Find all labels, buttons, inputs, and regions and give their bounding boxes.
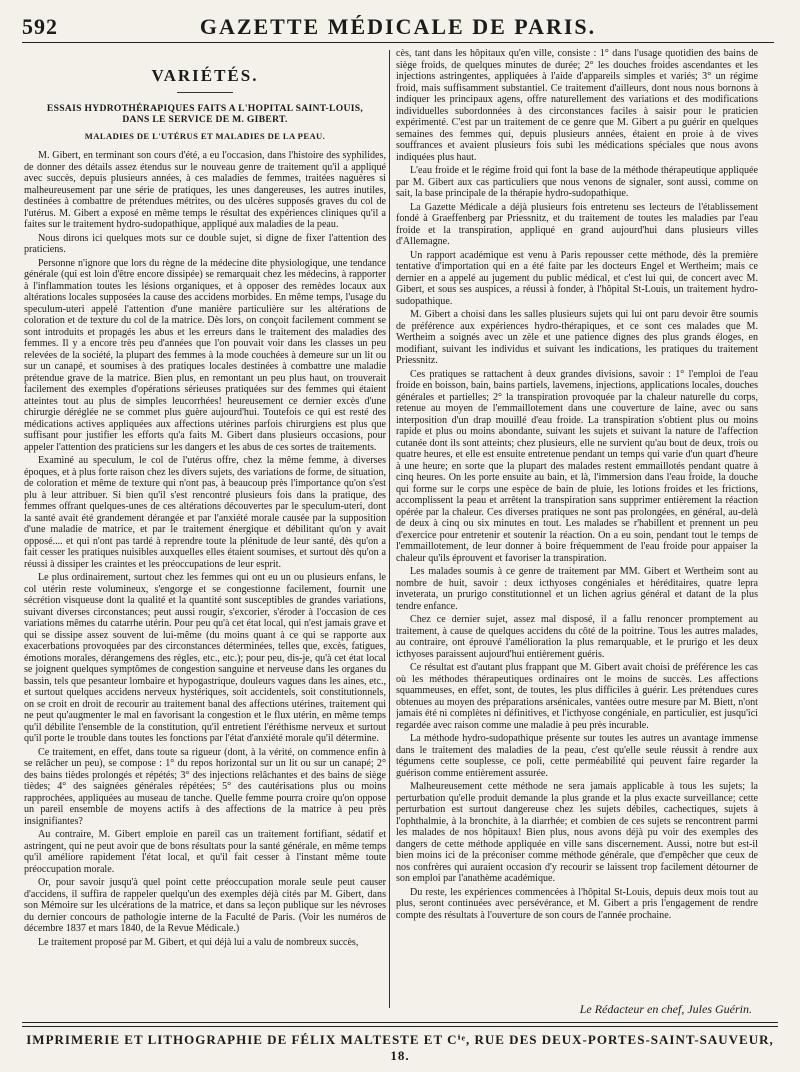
paragraph: Ces pratiques se rattachent à deux grandes divisions, savoir : 1° l'emploi de l'eau froide en boisson, bain, bains partiels, lavemens, injections, applications locales, douches générales et partielles; 2° la transpiration provoquée par la chaleur naturelle du corps, retenue au moyen de l'emmaillotement dans une couverture de laine, avec ou sans interposition d'un drap mouillé d'eau froide. La transpiration s'obtient plus ou moins rapide et plus ou moins abondante, suivant les sujets et suivant la nature de l'affection cutanée dont ils sont atteints; chez plusieurs, elle ne survient qu'au bout de deux, trois ou quatre heures, et elle est ensuite entretenue pendant un temps qui varie d'un quart d'heure à une heure; en sorte que la plupart des malades restent emmaillotés pendant quatre à cinq heures. On les porte ensuite au bain, et là, l'immersion dans l'eau froide, la douche qui forme sur le corps une espèce de bain de pluie, les lotions froides et les frictions, accomplissent la peau et arrêtent la transpiration sans supprimer entièrement la réaction opérée par la chaleur. Ces diverses pratiques ne sont pas prolongées, en général, au-delà de deux à cinq ou six minutes en tout. Les malades se r'habillent et prennent un peu d'exercice pour entretenir et soutenir la réaction. On a eu soin, pendant tout le temps de l'emmaillotement, de leur donner à boire fréquemment de l'eau froide pour appaiser la chaleur qu'ils éprouvent et favoriser la transpiration.: [396, 368, 758, 564]
editor-signature: Le Rédacteur en chef, Jules Guérin.: [579, 1002, 752, 1016]
paragraph: Du reste, les expériences commencées à l'hôpital St-Louis, depuis deux mois tout au plus, seront continuées avec persévérance, et M. Gibert a pris l'engagement de rendre compte des résultats à l'ouverture de son cours de l'année prochaine.: [396, 886, 758, 921]
printer-imprint: IMPRIMERIE ET LITHOGRAPHIE DE FÉLIX MALTESTE ET Cⁱᵉ, RUE DES DEUX-PORTES-SAINT-SAUVEUR, 18.: [26, 1032, 774, 1063]
paragraph: Ce résultat est d'autant plus frappant que M. Gibert avait choisi de préférence les cas où les méthodes thérapeutiques ordinaires ont le moins de succès. Les affections squammeuses, en effet, sont, de toutes, les plus difficiles à guérir. Les prétendues cures obtenues au moyen des préparations arsénicales, vantées outre mesure par M. Biett, n'ont jamais été ni complètes ni définitives, et l'icthyose congéniale, en particulier, est jusqu'ici regardée avec raison comme une maladie à peu près incurable.: [396, 662, 758, 731]
journal-title: GAZETTE MÉDICALE DE PARIS.: [199, 14, 597, 39]
paragraph: Le traitement proposé par M. Gibert, et qui déjà lui a valu de nombreux succès,: [38, 936, 359, 948]
paragraph: Un rapport académique est venu à Paris repousser cette méthode, dès la première tentative d'importation qui en a été faite par les docteurs Engel et Wertheim; mais ce dernier en a appelé au jugement du public médical, et c'est lui qui, de concert avec M. Gibert, et sous ses auspices, a réussi à fonder, à l'hôpital St-Louis, un traitement hydro-sudopathique.: [396, 249, 758, 307]
paragraph: Nous dirons ici quelques mots sur ce double sujet, si digne de fixer l'attention des praticiens.: [24, 232, 386, 255]
paragraph: Personne n'ignore que lors du règne de la médecine dite physiologique, une tendance générale (qui est loin d'être encore dissipée) se remarquait chez les médecins, à rapporter à l'inflammation toutes les lésions organiques, et à opposer des remèdes locaux aux altérations locales supposées la cause des accidens morbides. En même temps, l'usage du speculum-uteri appelé l'attention d'une manière particulière sur les altérations de coloration et de texture du col de la matrice. Dès lors, on conçoit facilement comment se sont introduits et propagés les abus et les erreurs dans le traitement des maladies des femmes. Il y a encore très peu d'années que l'on pouvait voir dans les classes un peu relevées de la société, la plupart des femmes à la mode couchées à demeure sur un lit ou sur un canapé, et soumises à des pratiques locales destinées à combattre une maladie prétendue grave de la matrice. Bien plus, en remontant un peu plus haut, on trouverait facilement des exemples d'opérations sérieuses pratiquées sur des femmes qui étaient atteintes tout au plus de simples leucorrhées! heureusement ce dernier excès d'une chirurgie déréglée ne se commet plus guère aujourd'hui. Toutefois ce qui est resté des médications actives appliquées aux affections utérines parfois chirurgiens est plus que suffisant pour justifier les efforts qu'a faits M. Gibert dans plusieurs occasions, pour appeler l'attention des praticiens sur les dangers et les abus de ces sortes de traitements.: [24, 257, 386, 453]
paragraph: cès, tant dans les hôpitaux qu'en ville, consiste : 1° dans l'usage quotidien des bains de siège froids, de quelques minutes de durée; 2° les douches froides ascendantes et les injections astringentes, appliquées à l'aide d'appareils simples et variés; 3° un régime froid, mais suffisamment substantiel. Ce traitement d'ailleurs, dont nous nous bornons à indiquer les principaux agens, offre naturellement des variations et des modifications individuelles subordonnées à des circonstances faciles à saisir pour le praticien expérimenté. C'est par un traitement de ce genre que M. Gibert a pu guérir en quelques semaines des femmes qui, depuis plusieurs années, étaient en proie à de vives souffrances et avaient plusieurs fois subi les médications spéciales que nous avons indiquées plus haut.: [396, 48, 758, 163]
paragraph: Chez ce dernier sujet, assez mal disposé, il a fallu renoncer promptement au traitement, à cause de quelques accidens du côté de la poitrine. Tous les autres malades, au contraire, ont éprouvé l'amélioration la plus remarquable, et le prurigo et les deux icthyoses paraissent aujourd'hui entièrement guéris.: [396, 614, 758, 660]
page-number: 592: [22, 14, 58, 39]
section-title: VARIÉTÉS.: [151, 66, 259, 85]
title-divider: [177, 92, 233, 93]
column-divider: [389, 50, 390, 1008]
paragraph: Or, pour savoir jusqu'à quel point cette préoccupation morale seule peut causer d'accidens, il suffira de rappeler quelqu'un des exemples déjà cités par M. Gibert, dans son Mémoire sur les ulcérations de la matrice, et dans sa leçon publique sur les névroses du dernier concours de pathologie interne de la Faculté de Paris. (Voir les numéros de décembre 1837 et mars 1840, de la Revue Médicale.): [24, 877, 386, 934]
paragraph: La Gazette Médicale a déjà plusieurs fois entretenu ses lecteurs de l'établissement fondé à Graeffenberg par Priessnitz, et du traitement de toutes les maladies par l'eau froide et la transpiration, appliqué en grand aujourd'hui dans plusieurs villes d'Allemagne.: [396, 201, 758, 247]
essay-title: ESSAIS HYDROTHÉRAPIQUES FAITS A L'HOPITAL SAINT-LOUIS, DANS LE SERVICE DE M. GIBERT.: [46, 102, 364, 125]
paragraph: Au contraire, M. Gibert emploie en pareil cas un traitement fortifiant, sédatif et astringent, qui ne peut avoir que de bons résultats pour la santé générale, en même temps qu'il améliore rapidement l'état local, et qu'il fait cesser à l'instant même toute préoccupation morale.: [24, 829, 386, 875]
paragraph: Les malades soumis à ce genre de traitement par MM. Gibert et Wertheim sont au nombre de huit, savoir : deux icthyoses congéniales et héréditaires, quatre lepra inveterata, un prurigo constitutionnel et un lichen agrius général et datant de la plus tendre enfance.: [396, 566, 758, 612]
paragraph: Le plus ordinairement, surtout chez les femmes qui ont eu un ou plusieurs enfans, le col utérin reste volumineux, s'engorge et se congestionne facilement, fournit une sécrétion visqueuse dont la qualité et la quantité sont susceptibles de grandes variations, suivant diverses circonstances; peut aussi rougir, s'excorier, s'éroder à l'occasion de ces variations mêmes du catarrhe utérin. Pour peu qu'à cet état local, qui n'est jamais grave et qui se dissipe assez souvent de lui-même (du moins quant à ce qui se rapporte aux exacerbations provoquées par des circonstances déterminées, telles que, excès, fatigues, émotions morales, dérangemens des règles, etc., etc.); pour peu, dis-je, qu'à cet état local se joignent quelques symptômes de congestion sanguine et nerveuse dans les organes du bassin, tels que pesanteur lombaire et hypogastrique, douleurs vagues dans les aines, etc., et surtout quelques accidens nerveux hystériques, soit accidentels, soit constitutionnels, on se croit en droit de recourir au traitement banal des affections utérines, traitement qui ne peut qu'augmenter le mal en favorisant la congestion et le flux utérin, en même temps qu'il débilite l'ensemble de la constitution, qu'il entretient l'éréthisme nerveux et surtout qu'il porte le trouble dans toutes les fonctions par l'état d'anxiété morale qu'il détermine.: [24, 572, 386, 744]
left-column: [24, 52, 386, 1020]
paragraph: M. Gibert a choisi dans les salles plusieurs sujets qui lui ont paru devoir être soumis de préférence aux expériences hydro-thérapiques, et ce sont ces malades que M. Wertheim a soignés avec un zèle et une patience dignes des plus grands éloges, en modifiant, suivant les individus et suivant les indications, les pratiques du traitement Priessnitz.: [396, 309, 758, 366]
paragraph: Examiné au speculum, le col de l'utérus offre, chez la même femme, à diverses époques, et à plus forte raison chez les divers sujets, des variations de forme, de situation, de coloration et même de texture qui n'ont pas, à beaucoup près l'importance qu'on s'est plu à leur attribuer. Si bien qu'il s'est rencontré plusieurs fois dans la pratique, des femmes offrant quelques-unes de ces altérations découvertes par le speculum-uteri, dont la santé avait été grandement dérangée et par l'anxiété morale causée par la supposition d'une maladie de matrice, et par le traitement énergique et débilitant qu'on y avait opposé.... et qui n'ont pas tardé à reprendre toute la plénitude de leur santé, dès qu'on a fait cesser les pratiques nuisibles auxquelles elles étaient soumises, et surtout dès qu'on a réussi à dissiper les craintes et les préoccupations de leur esprit.: [24, 455, 386, 570]
right-column: [396, 48, 758, 996]
paragraph: La méthode hydro-sudopathique présente sur toutes les autres un avantage immense dans le traitement des maladies de la peau, c'est qu'elle seule réussit à rendre aux tégumens cette souplesse, ce poli, cette perméabilité qui peuvent faire regarder la guérison comme entièrement assurée.: [396, 733, 758, 779]
footer-divider: [22, 1022, 778, 1027]
paragraph: Malheureusement cette méthode ne sera jamais applicable à tous les sujets; la perturbation qu'elle produit demande la plus grande et la plus exacte surveillance; cette perturbation est surtout dangereuse chez les sujets débiles, cachectiques, sujets à l'ophthalmie, à la bronchite, à la diarrhée; et combien de ces sujets se rencontrent parmi les malades de nos hôpitaux! Bien plus, nous avons déjà pu voir des exemples des dangers de cette méthode appliquée en ville sans discernement. Aussi, notre but est-il bien moins ici de la préconiser comme méthode générale, que d'empêcher que ceux de nos confrères qui auraient occasion d'y recourir se laissent trop facilement détourner de son emploi par l'anathème académique.: [396, 781, 758, 884]
paragraph: M. Gibert, en terminant son cours d'été, a eu l'occasion, dans l'histoire des syphilides, de donner des détails assez étendus sur le nouveau genre de traitement qu'il a appliqué avec succès, depuis plusieurs années, à ces maladies de femmes, traitées naguères si malheureusement par une série de pratiques, les unes dangereuses, les autres inutiles, destinées à combattre de prétendues métrites, ou des ulcères supposés graves du col de l'utérus. M. Gibert a exposé en même temps le résultat des expériences cliniques qu'il a faites sur le traitement hydro-sudopathique, appliqué aux maladies de la peau.: [24, 150, 386, 230]
page-header: [22, 12, 774, 43]
paragraph: Ce traitement, en effet, dans toute sa rigueur (dont, à la vérité, on commence enfin à se relâcher un peu), se compose : 1° du repos horizontal sur un lit ou sur un canapé; 2° des bains tièdes prolongés et répétés; 3° des injections relâchantes et des bains de siège tièdes; 4° des saignées générales répétées; 5° des cautérisations plus ou moins rapprochées, appliquées au museau de tanche. Quelle femme pourra croire qu'on oppose un pareil ensemble de moyens actifs à des affections de la matrice à peu près insignifiantes?: [24, 746, 386, 827]
essay-subtitle: MALADIES DE L'UTÉRUS ET MALADIES DE LA PEAU.: [84, 130, 326, 141]
paragraph: L'eau froide et le régime froid qui font la base de la méthode thérapeutique appliquée par M. Gibert aux cas particuliers que nous venons de signaler, sont aussi, comme on sait, la base principale de la thérapie hydro-sudopathique.: [396, 165, 758, 199]
